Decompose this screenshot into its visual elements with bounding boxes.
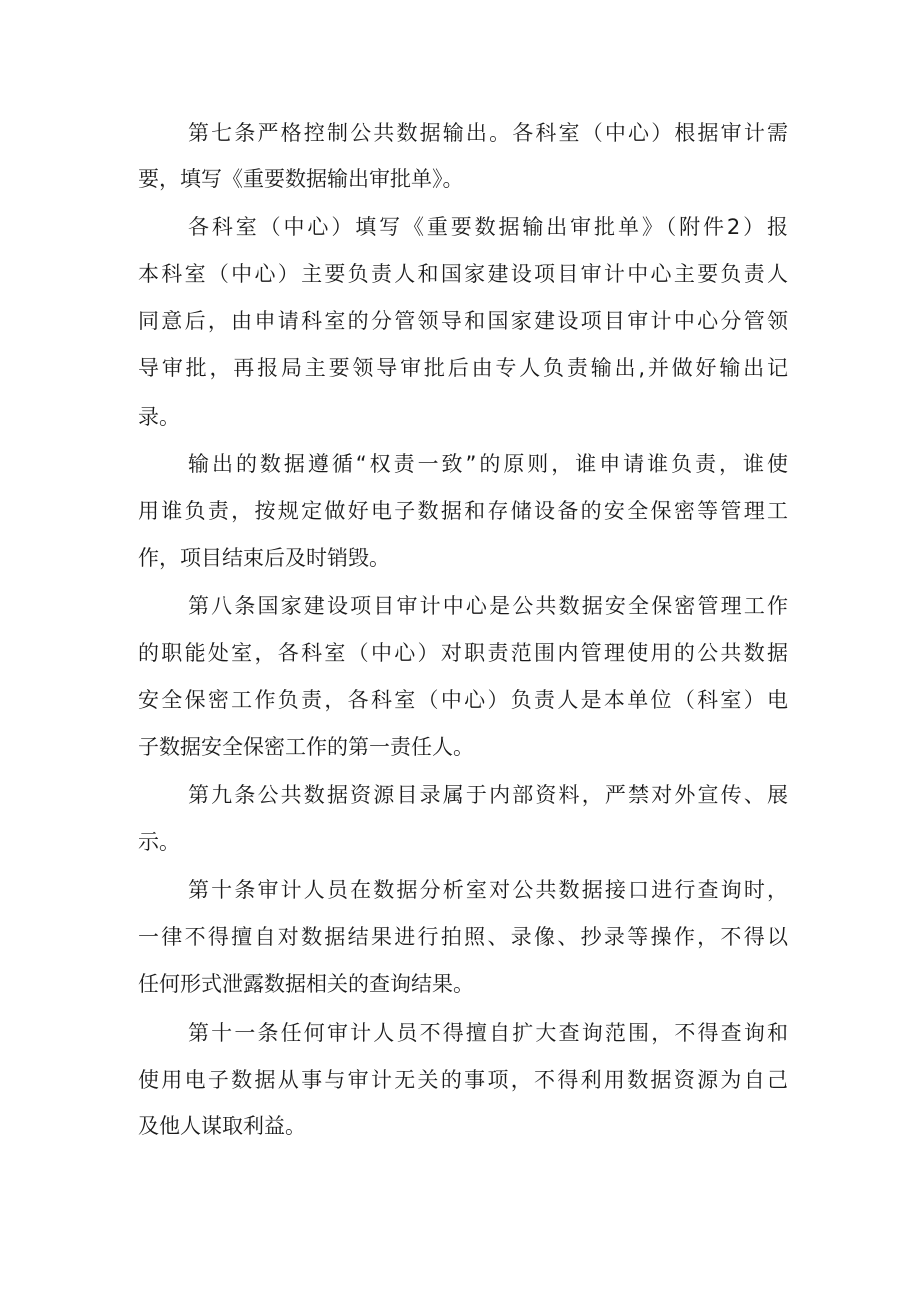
- approval-paragraph-line-2: 本科室（中心）主要负责人和国家建设项目审计中心主要负责人: [138, 262, 788, 286]
- article-8-line-1: 第八条国家建设项目审计中心是公共数据安全保密管理工作: [188, 594, 788, 618]
- article-8-line-3: 安全保密工作负责，各科室（中心）负责人是本单位（科室）电: [138, 688, 788, 712]
- output-principle-line-2: 用谁负责，按规定做好电子数据和存储设备的安全保密等管理工: [138, 499, 788, 523]
- article-8-line-4: 子数据安全保密工作的第一责任人。: [138, 735, 474, 759]
- approval-paragraph-line-1: 各科室（中心）填写《重要数据输出审批单》（附件2）报: [188, 215, 788, 239]
- article-11-line-3: 及他人谋取利益。: [138, 1114, 306, 1138]
- approval-paragraph-line-5: 录。: [138, 405, 180, 429]
- article-8-line-2: 的职能处室，各科室（中心）对职责范围内管理使用的公共数据: [138, 641, 788, 665]
- article-11-line-2: 使用电子数据从事与审计无关的事项，不得利用数据资源为自己: [138, 1068, 788, 1092]
- article-11-line-1: 第十一条任何审计人员不得擅自扩大查询范围，不得查询和: [188, 1021, 788, 1045]
- article-10-line-3: 任何形式泄露数据相关的查询结果。: [138, 972, 474, 996]
- article-10-line-1: 第十条审计人员在数据分析室对公共数据接口进行查询时，: [188, 878, 788, 902]
- approval-paragraph-line-4: 导审批，再报局主要领导审批后由专人负责输出,并做好输出记: [138, 356, 788, 380]
- article-7-line-1: 第七条严格控制公共数据输出。各科室（中心）根据审计需: [188, 121, 788, 145]
- approval-paragraph-line-3: 同意后，由申请科室的分管领导和国家建设项目审计中心分管领: [138, 309, 788, 333]
- article-9-line-1: 第九条公共数据资源目录属于内部资料，严禁对外宣传、展: [188, 783, 788, 807]
- output-principle-line-1: 输出的数据遵循“权责一致”的原则，谁申请谁负责，谁使: [188, 452, 788, 476]
- article-10-line-2: 一律不得擅自对数据结果进行拍照、录像、抄录等操作，不得以: [138, 925, 788, 949]
- article-7-line-2: 要，填写《重要数据输出审批单》。: [138, 167, 464, 191]
- article-9-line-2: 示。: [138, 830, 180, 854]
- output-principle-line-3: 作，项目结束后及时销毁。: [138, 546, 390, 570]
